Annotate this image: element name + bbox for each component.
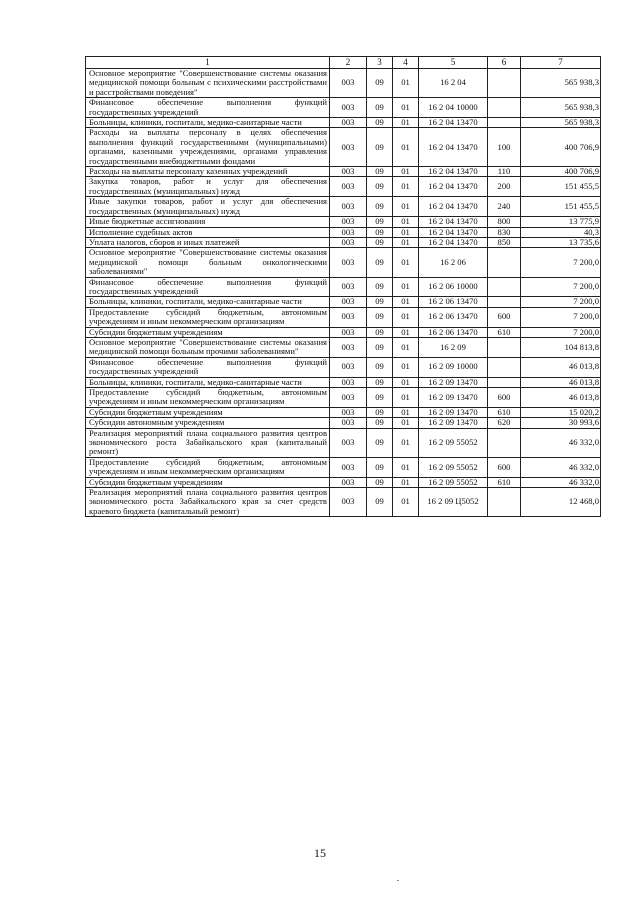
code-target: 16 2 09 Ц5052	[419, 488, 488, 517]
amount: 46 013,8	[521, 377, 601, 387]
row-name: Субсидии автономным учреждениям	[86, 418, 330, 428]
table-row	[86, 197, 601, 217]
code-admin: 003	[330, 197, 367, 217]
amount: 400 706,9	[521, 167, 601, 177]
amount: 565 938,3	[521, 98, 601, 118]
code-section: 09	[367, 217, 393, 227]
row-name: Финансовое обеспечение выполнения функций государственных учреждений	[86, 98, 330, 118]
code-section: 09	[367, 167, 393, 177]
code-admin: 003	[330, 177, 367, 197]
code-expense-type: 850	[488, 237, 521, 247]
code-section: 09	[367, 488, 393, 517]
code-expense-type: 610	[488, 407, 521, 417]
code-target: 16 2 04 13470	[419, 118, 488, 128]
code-subsection: 01	[393, 227, 419, 237]
code-section: 09	[367, 428, 393, 457]
row-name: Иные закупки товаров, работ и услуг для обеспечения государственных (муниципальных) нужд	[86, 197, 330, 217]
code-expense-type: 600	[488, 457, 521, 477]
row-name: Предоставление субсидий бюджетным, автономным учреждениям и иным некоммерческим организациям	[86, 307, 330, 327]
code-expense-type: 600	[488, 307, 521, 327]
table-row	[86, 248, 601, 277]
code-section: 09	[367, 277, 393, 297]
code-target: 16 2 04 13470	[419, 227, 488, 237]
row-name: Финансовое обеспечение выполнения функций государственных учреждений	[86, 277, 330, 297]
table-row	[86, 418, 601, 428]
code-target: 16 2 09 55052	[419, 477, 488, 487]
table-body	[86, 69, 601, 517]
code-admin: 003	[330, 118, 367, 128]
code-admin: 003	[330, 128, 367, 167]
code-admin: 003	[330, 237, 367, 247]
code-target: 16 2 04 13470	[419, 197, 488, 217]
code-subsection: 01	[393, 307, 419, 327]
scan-speck	[397, 880, 399, 881]
code-subsection: 01	[393, 217, 419, 227]
header-row	[86, 57, 601, 69]
code-section: 09	[367, 128, 393, 167]
amount: 7 200,0	[521, 277, 601, 297]
code-expense-type	[488, 69, 521, 98]
code-expense-type: 200	[488, 177, 521, 197]
code-subsection: 01	[393, 327, 419, 337]
code-target: 16 2 04 13470	[419, 128, 488, 167]
code-target: 16 2 09 13470	[419, 407, 488, 417]
code-target: 16 2 09 55052	[419, 428, 488, 457]
row-name: Основное мероприятие "Совершенствование системы оказания медицинской помощи больным прочими заболеваниями"	[86, 337, 330, 357]
table-row	[86, 128, 601, 167]
code-admin: 003	[330, 297, 367, 307]
code-subsection: 01	[393, 337, 419, 357]
column-header: 5	[419, 57, 488, 69]
code-subsection: 01	[393, 357, 419, 377]
code-section: 09	[367, 307, 393, 327]
code-expense-type	[488, 357, 521, 377]
code-expense-type	[488, 377, 521, 387]
table-row	[86, 377, 601, 387]
table-row	[86, 307, 601, 327]
table-row	[86, 167, 601, 177]
code-expense-type	[488, 428, 521, 457]
code-expense-type: 830	[488, 227, 521, 237]
code-admin: 003	[330, 248, 367, 277]
code-section: 09	[367, 388, 393, 408]
code-section: 09	[367, 197, 393, 217]
amount: 46 332,0	[521, 477, 601, 487]
table-row	[86, 177, 601, 197]
code-subsection: 01	[393, 457, 419, 477]
code-admin: 003	[330, 407, 367, 417]
row-name: Реализация мероприятий плана социального развития центров экономического роста Забайкальского края (капитальный ремонт)	[86, 428, 330, 457]
code-admin: 003	[330, 337, 367, 357]
row-name: Иные бюджетные ассигнования	[86, 217, 330, 227]
row-name: Предоставление субсидий бюджетным, автономным учреждениям и иным некоммерческим организациям	[86, 388, 330, 408]
table-row	[86, 98, 601, 118]
code-admin: 003	[330, 217, 367, 227]
table-row	[86, 217, 601, 227]
row-name: Больницы, клиники, госпитали, медико-санитарные части	[86, 377, 330, 387]
table-row	[86, 457, 601, 477]
code-section: 09	[367, 297, 393, 307]
row-name: Расходы на выплаты персоналу казенных учреждений	[86, 167, 330, 177]
code-target: 16 2 09 13470	[419, 388, 488, 408]
code-expense-type	[488, 488, 521, 517]
amount: 40,3	[521, 227, 601, 237]
code-subsection: 01	[393, 407, 419, 417]
column-header: 6	[488, 57, 521, 69]
amount: 15 020,2	[521, 407, 601, 417]
row-name: Уплата налогов, сборов и иных платежей	[86, 237, 330, 247]
code-expense-type: 610	[488, 477, 521, 487]
code-target: 16 2 04 13470	[419, 177, 488, 197]
amount: 7 200,0	[521, 297, 601, 307]
amount: 7 200,0	[521, 327, 601, 337]
table-row	[86, 428, 601, 457]
code-expense-type: 110	[488, 167, 521, 177]
table-row	[86, 69, 601, 98]
code-admin: 003	[330, 377, 367, 387]
code-expense-type: 620	[488, 418, 521, 428]
code-section: 09	[367, 357, 393, 377]
row-name: Предоставление субсидий бюджетным, автономным учреждениям и иным некоммерческим организациям	[86, 457, 330, 477]
code-section: 09	[367, 237, 393, 247]
table-row	[86, 227, 601, 237]
code-subsection: 01	[393, 488, 419, 517]
amount: 151 455,5	[521, 197, 601, 217]
code-subsection: 01	[393, 428, 419, 457]
code-admin: 003	[330, 167, 367, 177]
code-subsection: 01	[393, 297, 419, 307]
row-name: Основное мероприятие "Совершенствование системы оказания медицинской помощи больным онкологическими заболеваниями"	[86, 248, 330, 277]
code-subsection: 01	[393, 377, 419, 387]
code-admin: 003	[330, 357, 367, 377]
row-name: Реализация мероприятий плана социального развития центров экономического роста Забайкальского края за счет средств краевого бюджета (капитальный ремонт)	[86, 488, 330, 517]
code-expense-type	[488, 118, 521, 128]
table-row	[86, 327, 601, 337]
column-header: 1	[86, 57, 330, 69]
code-admin: 003	[330, 388, 367, 408]
code-admin: 003	[330, 307, 367, 327]
code-subsection: 01	[393, 418, 419, 428]
table-row	[86, 337, 601, 357]
code-section: 09	[367, 327, 393, 337]
code-target: 16 2 06 13470	[419, 297, 488, 307]
code-subsection: 01	[393, 477, 419, 487]
code-subsection: 01	[393, 167, 419, 177]
row-name: Больницы, клиники, госпитали, медико-санитарные части	[86, 297, 330, 307]
code-section: 09	[367, 418, 393, 428]
code-section: 09	[367, 118, 393, 128]
code-section: 09	[367, 98, 393, 118]
code-admin: 003	[330, 227, 367, 237]
column-header: 4	[393, 57, 419, 69]
code-expense-type: 800	[488, 217, 521, 227]
code-target: 16 2 04 13470	[419, 167, 488, 177]
code-target: 16 2 04 13470	[419, 217, 488, 227]
code-target: 16 2 09 13470	[419, 418, 488, 428]
code-admin: 003	[330, 327, 367, 337]
code-target: 16 2 09 10000	[419, 357, 488, 377]
amount: 46 013,8	[521, 357, 601, 377]
code-admin: 003	[330, 488, 367, 517]
code-admin: 003	[330, 418, 367, 428]
amount: 104 813,8	[521, 337, 601, 357]
code-target: 16 2 06 13470	[419, 307, 488, 327]
code-subsection: 01	[393, 197, 419, 217]
table-row	[86, 477, 601, 487]
table-row	[86, 357, 601, 377]
code-expense-type: 610	[488, 327, 521, 337]
code-expense-type	[488, 248, 521, 277]
code-expense-type	[488, 297, 521, 307]
amount: 7 200,0	[521, 248, 601, 277]
code-section: 09	[367, 177, 393, 197]
amount: 565 938,3	[521, 69, 601, 98]
amount: 565 938,3	[521, 118, 601, 128]
code-subsection: 01	[393, 98, 419, 118]
code-admin: 003	[330, 477, 367, 487]
code-expense-type: 600	[488, 388, 521, 408]
table-row	[86, 407, 601, 417]
code-subsection: 01	[393, 118, 419, 128]
code-admin: 003	[330, 428, 367, 457]
table-row	[86, 237, 601, 247]
code-subsection: 01	[393, 388, 419, 408]
code-expense-type	[488, 337, 521, 357]
code-admin: 003	[330, 277, 367, 297]
code-target: 16 2 09 13470	[419, 377, 488, 387]
code-section: 09	[367, 227, 393, 237]
amount: 400 706,9	[521, 128, 601, 167]
amount: 7 200,0	[521, 307, 601, 327]
row-name: Субсидии бюджетным учреждениям	[86, 407, 330, 417]
code-target: 16 2 09	[419, 337, 488, 357]
amount: 12 468,0	[521, 488, 601, 517]
code-target: 16 2 09 55052	[419, 457, 488, 477]
budget-table	[85, 56, 601, 517]
code-admin: 003	[330, 457, 367, 477]
page-number: 15	[314, 846, 326, 860]
code-subsection: 01	[393, 128, 419, 167]
row-name: Закупка товаров, работ и услуг для обеспечения государственных (муниципальных) нужд	[86, 177, 330, 197]
code-target: 16 2 04	[419, 69, 488, 98]
column-header: 3	[367, 57, 393, 69]
code-subsection: 01	[393, 248, 419, 277]
amount: 13 735,6	[521, 237, 601, 247]
code-section: 09	[367, 248, 393, 277]
row-name: Исполнение судебных актов	[86, 227, 330, 237]
amount: 151 455,5	[521, 177, 601, 197]
amount: 46 332,0	[521, 428, 601, 457]
table-row	[86, 297, 601, 307]
row-name: Финансовое обеспечение выполнения функций государственных учреждений	[86, 357, 330, 377]
row-name: Больницы, клиники, госпитали, медико-санитарные части	[86, 118, 330, 128]
code-expense-type	[488, 98, 521, 118]
code-section: 09	[367, 407, 393, 417]
row-name: Субсидии бюджетным учреждениям	[86, 477, 330, 487]
row-name: Субсидии бюджетным учреждениям	[86, 327, 330, 337]
code-expense-type: 240	[488, 197, 521, 217]
code-expense-type	[488, 277, 521, 297]
code-subsection: 01	[393, 177, 419, 197]
code-section: 09	[367, 337, 393, 357]
amount: 13 775,9	[521, 217, 601, 227]
code-admin: 003	[330, 98, 367, 118]
code-section: 09	[367, 477, 393, 487]
code-section: 09	[367, 457, 393, 477]
code-target: 16 2 06 10000	[419, 277, 488, 297]
amount: 46 332,0	[521, 457, 601, 477]
amount: 46 013,8	[521, 388, 601, 408]
code-subsection: 01	[393, 237, 419, 247]
code-admin: 003	[330, 69, 367, 98]
amount: 30 993,6	[521, 418, 601, 428]
code-section: 09	[367, 69, 393, 98]
code-section: 09	[367, 377, 393, 387]
column-header: 2	[330, 57, 367, 69]
table-row	[86, 118, 601, 128]
code-subsection: 01	[393, 277, 419, 297]
code-target: 16 2 04 13470	[419, 237, 488, 247]
table-row	[86, 277, 601, 297]
table-row	[86, 488, 601, 517]
column-header: 7	[521, 57, 601, 69]
code-subsection: 01	[393, 69, 419, 98]
code-target: 16 2 04 10000	[419, 98, 488, 118]
code-target: 16 2 06	[419, 248, 488, 277]
table-row	[86, 388, 601, 408]
row-name: Основное мероприятие "Совершенствование системы оказания медицинской помощи больным с психическими расстройствами и расстройствами поведения"	[86, 69, 330, 98]
row-name: Расходы на выплаты персоналу в целях обеспечения выполнения функций государственными (муниципальными) органами, казенными учреждениями, органами управления государственными внебюджетными фондами	[86, 128, 330, 167]
code-expense-type: 100	[488, 128, 521, 167]
code-target: 16 2 06 13470	[419, 327, 488, 337]
